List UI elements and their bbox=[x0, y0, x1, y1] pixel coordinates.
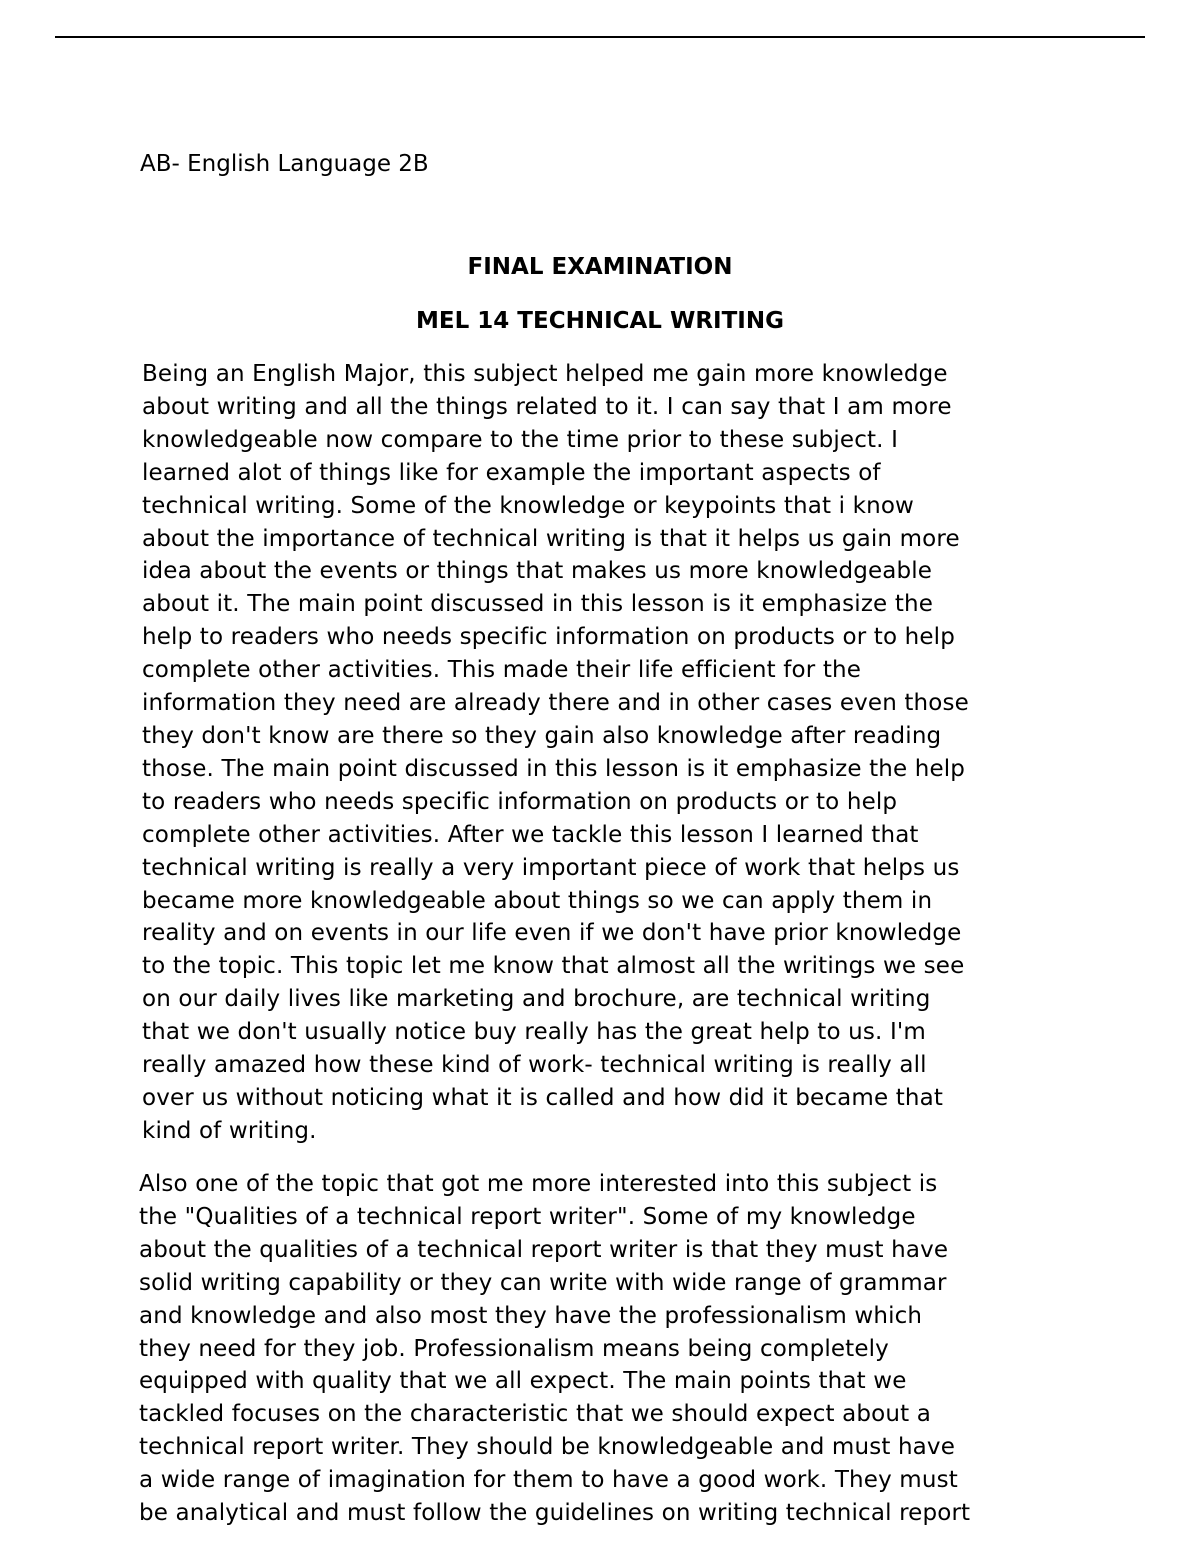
paragraph-line: over us without noticing what it is called and how did it became that bbox=[142, 1084, 944, 1111]
paragraph-line: knowledgeable now compare to the time prior to these subject. I bbox=[142, 426, 899, 453]
body-paragraph-1 bbox=[142, 358, 1062, 1148]
paragraph-line: technical writing is really a very important piece of work that helps us bbox=[142, 854, 960, 881]
body-paragraph-2 bbox=[139, 1168, 1059, 1530]
paragraph-line: that we don't usually notice buy really has the great help to us. I'm bbox=[142, 1019, 926, 1046]
paragraph-line: Also one of the topic that got me more interested into this subject is bbox=[139, 1171, 938, 1197]
paragraph-line: became more knowledgeable about things so we can apply them in bbox=[142, 887, 933, 914]
paragraph-line: about the qualities of a technical report writer is that they must have bbox=[139, 1236, 949, 1263]
paragraph-line: a wide range of imagination for them to have a good work. They must bbox=[139, 1467, 958, 1494]
paragraph-line: complete other activities. This made their life efficient for the bbox=[142, 657, 862, 684]
paragraph-line: reality and on events in our life even if we don't have prior knowledge bbox=[142, 920, 962, 947]
paragraph-line: tackled focuses on the characteristic that we should expect about a bbox=[139, 1401, 931, 1428]
paragraph-line: learned alot of things like for example the important aspects of bbox=[142, 459, 881, 486]
course-label: AB- English Language 2B bbox=[140, 151, 429, 177]
paragraph-line: be analytical and must follow the guidelines on writing technical report bbox=[139, 1500, 971, 1527]
paragraph-line: about writing and all the things related to it. I can say that I am more bbox=[142, 393, 952, 420]
paragraph-line: help to readers who needs specific information on products or to help bbox=[142, 624, 955, 651]
document-subtitle: MEL 14 TECHNICAL WRITING bbox=[416, 308, 784, 334]
paragraph-line: idea about the events or things that makes us more knowledgeable bbox=[142, 558, 933, 585]
paragraph-line: really amazed how these kind of work- technical writing is really all bbox=[142, 1052, 927, 1079]
paragraph-line: those. The main point discussed in this lesson is it emphasize the help bbox=[142, 755, 966, 782]
document-title: FINAL EXAMINATION bbox=[467, 254, 733, 280]
paragraph-line: about the importance of technical writing is that it helps us gain more bbox=[142, 525, 960, 552]
paragraph-line: on our daily lives like marketing and brochure, are technical writing bbox=[142, 986, 931, 1013]
paragraph-line: solid writing capability or they can write with wide range of grammar bbox=[139, 1269, 947, 1296]
paragraph-line: the "Qualities of a technical report writer". Some of my knowledge bbox=[139, 1203, 916, 1230]
paragraph-line: they need for they job. Professionalism means being completely bbox=[139, 1335, 889, 1362]
paragraph-line: technical report writer. They should be knowledgeable and must have bbox=[139, 1434, 955, 1461]
paragraph-line: about it. The main point discussed in this lesson is it emphasize the bbox=[142, 591, 934, 618]
top-rule bbox=[55, 36, 1145, 38]
paragraph-line: equipped with quality that we all expect. The main points that we bbox=[139, 1368, 907, 1395]
paragraph-line: they don't know are there so they gain also knowledge after reading bbox=[142, 722, 942, 749]
paragraph-line: to readers who needs specific information on products or to help bbox=[142, 788, 898, 815]
paragraph-line: complete other activities. After we tackle this lesson I learned that bbox=[142, 821, 919, 848]
paragraph-line: technical writing. Some of the knowledge or keypoints that i know bbox=[142, 492, 915, 519]
paragraph-line: to the topic. This topic let me know that almost all the writings we see bbox=[142, 953, 965, 980]
paragraph-line: information they need are already there and in other cases even those bbox=[142, 690, 969, 717]
paragraph-line: kind of writing. bbox=[142, 1117, 317, 1144]
paragraph-line: Being an English Major, this subject helped me gain more knowledge bbox=[142, 361, 948, 387]
paragraph-line: and knowledge and also most they have the professionalism which bbox=[139, 1302, 923, 1329]
